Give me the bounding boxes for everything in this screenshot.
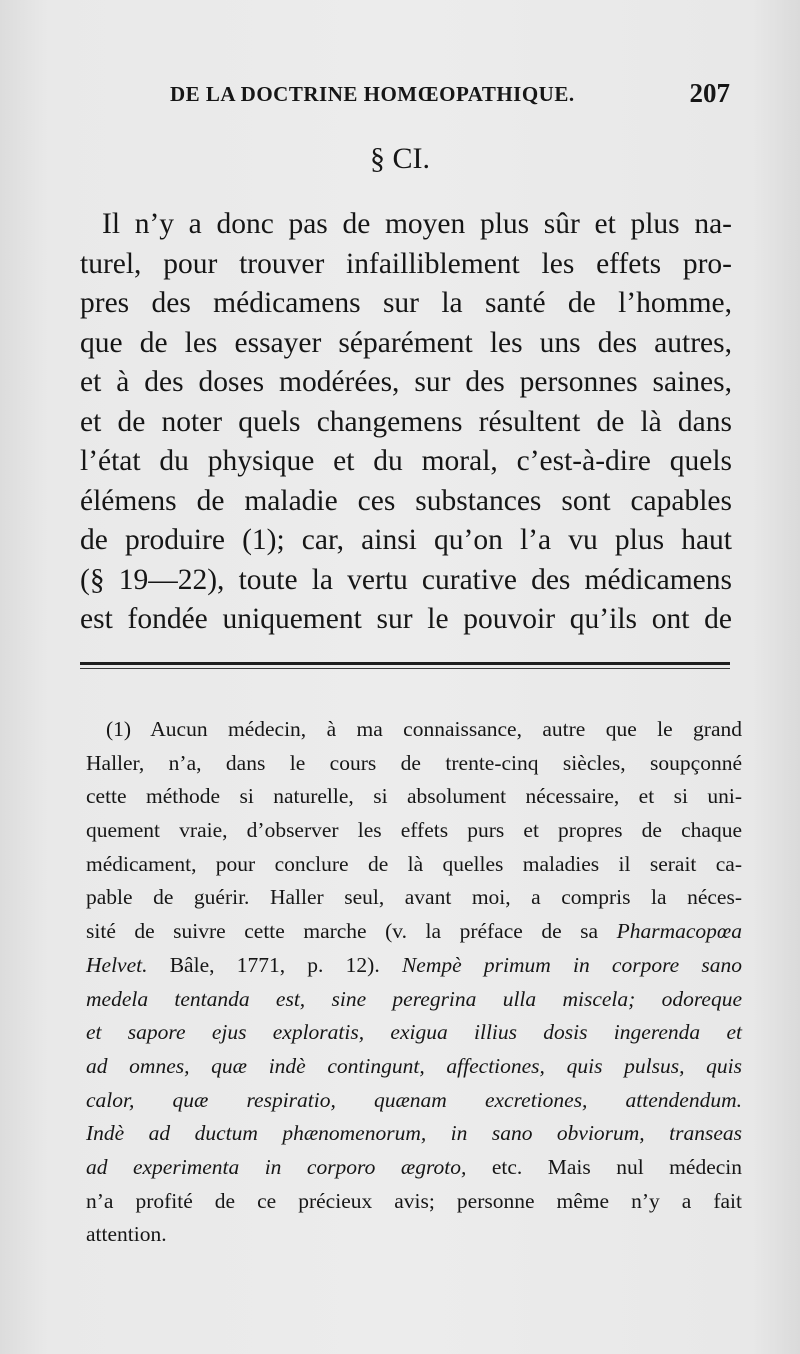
footnote-text: cette méthode si naturelle, si absolument nécessaire, et si uni- [86, 784, 742, 809]
footnote-line [86, 1218, 742, 1252]
footnote-line [86, 848, 742, 882]
footnote-line [86, 1084, 742, 1118]
footnote-text: quement vraie, d’observer les effets purs et propres de chaque [86, 818, 742, 843]
body-line: et de noter quels changemens résultent de là dans [80, 405, 732, 438]
section-title: § CI. [370, 142, 430, 175]
footnote-line [86, 949, 742, 983]
footnote-text: médicament, pour conclure de là quelles maladies il serait ca- [86, 851, 742, 876]
footnote-line [86, 747, 742, 781]
footnote-line [86, 713, 742, 747]
footnote-text: attention. [86, 1222, 167, 1247]
body-line: que de les essayer séparément les uns des autres, [80, 326, 732, 359]
body-line: de produire (1); car, ainsi qu’on l’a vu plus haut [80, 524, 732, 556]
footnote-latin-quote: Indè ad ductum phænomenorum, in sano obviorum, transeas [86, 1121, 742, 1146]
footnote-italic-title: Pharmacopœa [616, 919, 742, 944]
footnote-line [86, 983, 742, 1017]
body-line: est fondée uniquement sur le pouvoir qu’ils ont de [80, 603, 732, 635]
footnote-line [86, 1016, 742, 1050]
footnote-latin-quote: medela tentanda est, sine peregrina ulla miscela; odoreque [86, 986, 742, 1011]
footnote-line [86, 1151, 742, 1185]
footnote-text: etc. Mais nul médecin [491, 1154, 743, 1179]
running-title: DE LA DOCTRINE HOMŒOPATHIQUE. [170, 82, 575, 106]
body-line: et à des doses modérées, sur des personnes saines, [80, 366, 732, 398]
body-line: élémens de maladie ces substances sont capables [80, 484, 732, 517]
footnote-latin-quote: et sapore ejus exploratis, exigua illius dosis ingerenda et [86, 1020, 742, 1045]
footnote-text: (1) Aucun médecin, à ma connaissance, autre que le grand [106, 717, 742, 741]
body-line: pres des médicamens sur la santé de l’homme, [80, 287, 732, 319]
body-line: turel, pour trouver infailliblement les effets pro- [80, 247, 732, 280]
footnote-latin-quote: calor, quæ respiratio, quænam excretiones, attendendum. [86, 1087, 742, 1112]
footnote-text: Bâle, 1771, p. 12). [169, 952, 380, 977]
footnote-separator-rule-thin [80, 668, 730, 669]
footnote-separator-rule [80, 662, 730, 665]
footnote-line [86, 1117, 742, 1151]
footnote-line [86, 881, 742, 915]
footnote-text: sité de suivre cette marche (v. la préface de sa [86, 919, 599, 944]
page-number: 207 [689, 78, 730, 108]
footnote-line [86, 814, 742, 848]
page-header [170, 78, 730, 112]
body-line: l’état du physique et du moral, c’est-à-dire quels [80, 445, 732, 477]
footnote-line [86, 1185, 742, 1219]
footnote-latin-quote: ad omnes, quæ indè contingunt, affectiones, quis pulsus, quis [86, 1053, 742, 1078]
body-line: (§ 19—22), toute la vertu curative des médicamens [80, 563, 732, 596]
footnote-text: n’a profité de ce précieux avis; personne même n’y a fait [86, 1188, 742, 1213]
footnote-line [86, 780, 742, 814]
body-line: Il n’y a donc pas de moyen plus sûr et plus na- [102, 208, 732, 240]
footnote-text: pable de guérir. Haller seul, avant moi, a compris la néces- [86, 885, 742, 910]
footnote-line [86, 915, 742, 949]
footnote-italic-title: Helvet. [86, 952, 148, 977]
footnote-text: Haller, n’a, dans le cours de trente-cinq siècles, soupçonné [86, 750, 742, 775]
footnote-latin-quote: ad experimenta in corporo ægroto, [86, 1154, 467, 1179]
footnote-latin-quote: Nempè primum in corpore sano [401, 952, 743, 977]
footnote-line [86, 1050, 742, 1084]
footnote [86, 713, 742, 1252]
body-paragraph [80, 205, 732, 640]
